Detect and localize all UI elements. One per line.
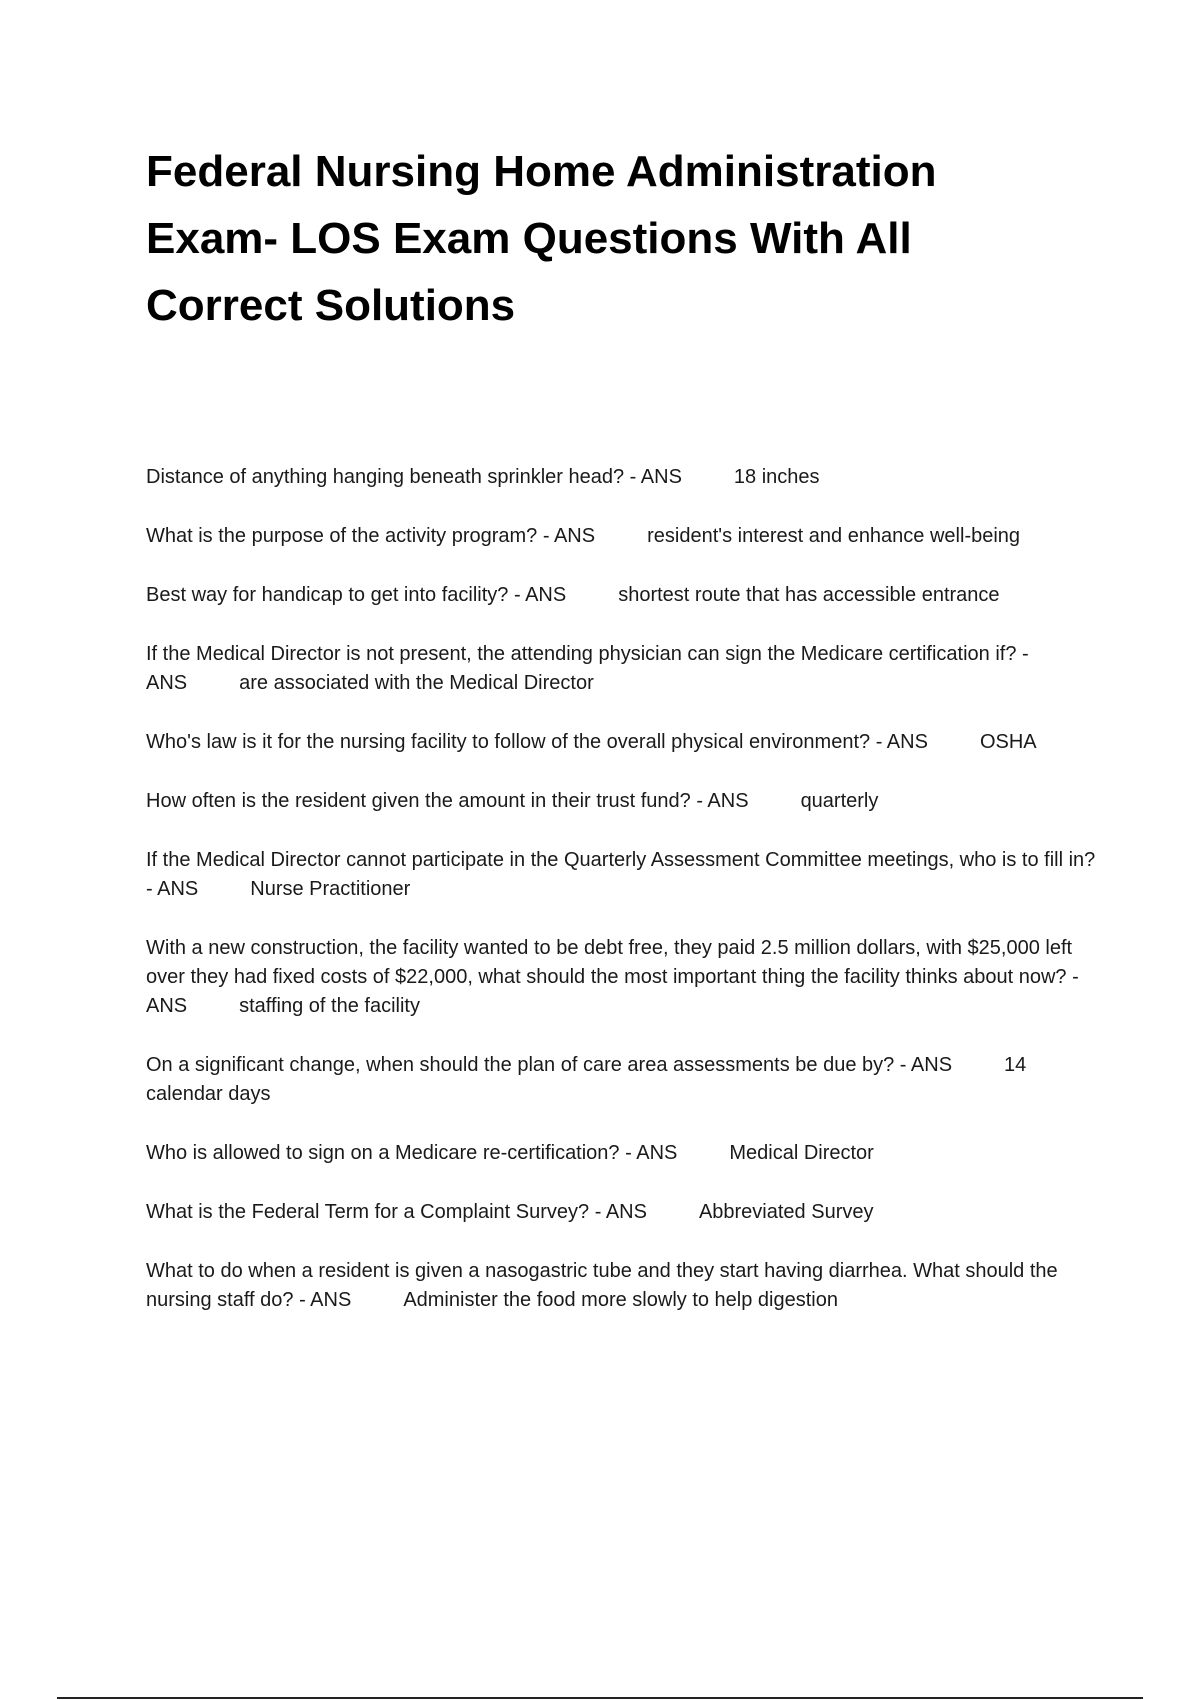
- question-text: Best way for handicap to get into facility? - ANS: [146, 584, 567, 606]
- question-text: If the Medical Director is not present, the attending physician can sign the Medicare certification if? - ANS: [146, 643, 1029, 694]
- list-item: [146, 1139, 1096, 1168]
- answer-text: are associated with the Medical Director: [239, 672, 594, 694]
- list-item: [146, 1257, 1096, 1315]
- list-item: [146, 728, 1096, 757]
- list-item: [146, 934, 1096, 1021]
- answer-text: 18 inches: [733, 466, 820, 488]
- list-item: [146, 846, 1096, 904]
- answer-text: resident's interest and enhance well-being: [647, 525, 1021, 547]
- question-text: Who is allowed to sign on a Medicare re-certification? - ANS: [146, 1142, 678, 1164]
- answer-text: OSHA: [979, 731, 1037, 753]
- page-bottom-divider: [57, 1697, 1143, 1699]
- answer-text: staffing of the facility: [239, 995, 420, 1017]
- question-text: What is the purpose of the activity program? - ANS: [146, 525, 596, 547]
- list-item: [146, 581, 1096, 610]
- answer-text: Abbreviated Survey: [698, 1201, 874, 1223]
- answer-text: shortest route that has accessible entrance: [618, 584, 1000, 606]
- answer-text: Administer the food more slowly to help digestion: [403, 1289, 838, 1311]
- page-title: Federal Nursing Home Administration Exam- LOS Exam Questions With All Correct Solutions: [146, 147, 937, 330]
- list-item: [146, 463, 1096, 492]
- answer-text: 14 calendar days: [146, 1054, 1027, 1105]
- answer-text: Medical Director: [729, 1142, 874, 1164]
- question-text: If the Medical Director cannot participate in the Quarterly Assessment Committee meetings, who is to fill in? - ANS: [146, 849, 1096, 900]
- question-text: Who's law is it for the nursing facility to follow of the overall physical environment? - ANS: [146, 731, 928, 753]
- question-text: Distance of anything hanging beneath sprinkler head? - ANS: [146, 466, 682, 488]
- list-item: [146, 1198, 1096, 1227]
- question-text: How often is the resident given the amount in their trust fund? - ANS: [146, 790, 749, 812]
- qa-list: [146, 463, 1096, 1345]
- answer-text: Nurse Practitioner: [250, 878, 411, 900]
- list-item: [146, 640, 1096, 698]
- question-text: With a new construction, the facility wanted to be debt free, they paid 2.5 million dollars, with $25,000 left over they had fixed costs of $22,000, what should the most important thing the facility thinks about now? - ANS: [146, 937, 1079, 1017]
- list-item: [146, 787, 1096, 816]
- question-text: On a significant change, when should the plan of care area assessments be due by? - ANS: [146, 1054, 953, 1076]
- question-text: What to do when a resident is given a nasogastric tube and they start having diarrhea. What should the nursing staff do? - ANS: [146, 1260, 1058, 1311]
- list-item: [146, 1051, 1096, 1109]
- answer-text: quarterly: [800, 790, 879, 812]
- question-text: What is the Federal Term for a Complaint Survey? - ANS: [146, 1201, 647, 1223]
- list-item: [146, 522, 1096, 551]
